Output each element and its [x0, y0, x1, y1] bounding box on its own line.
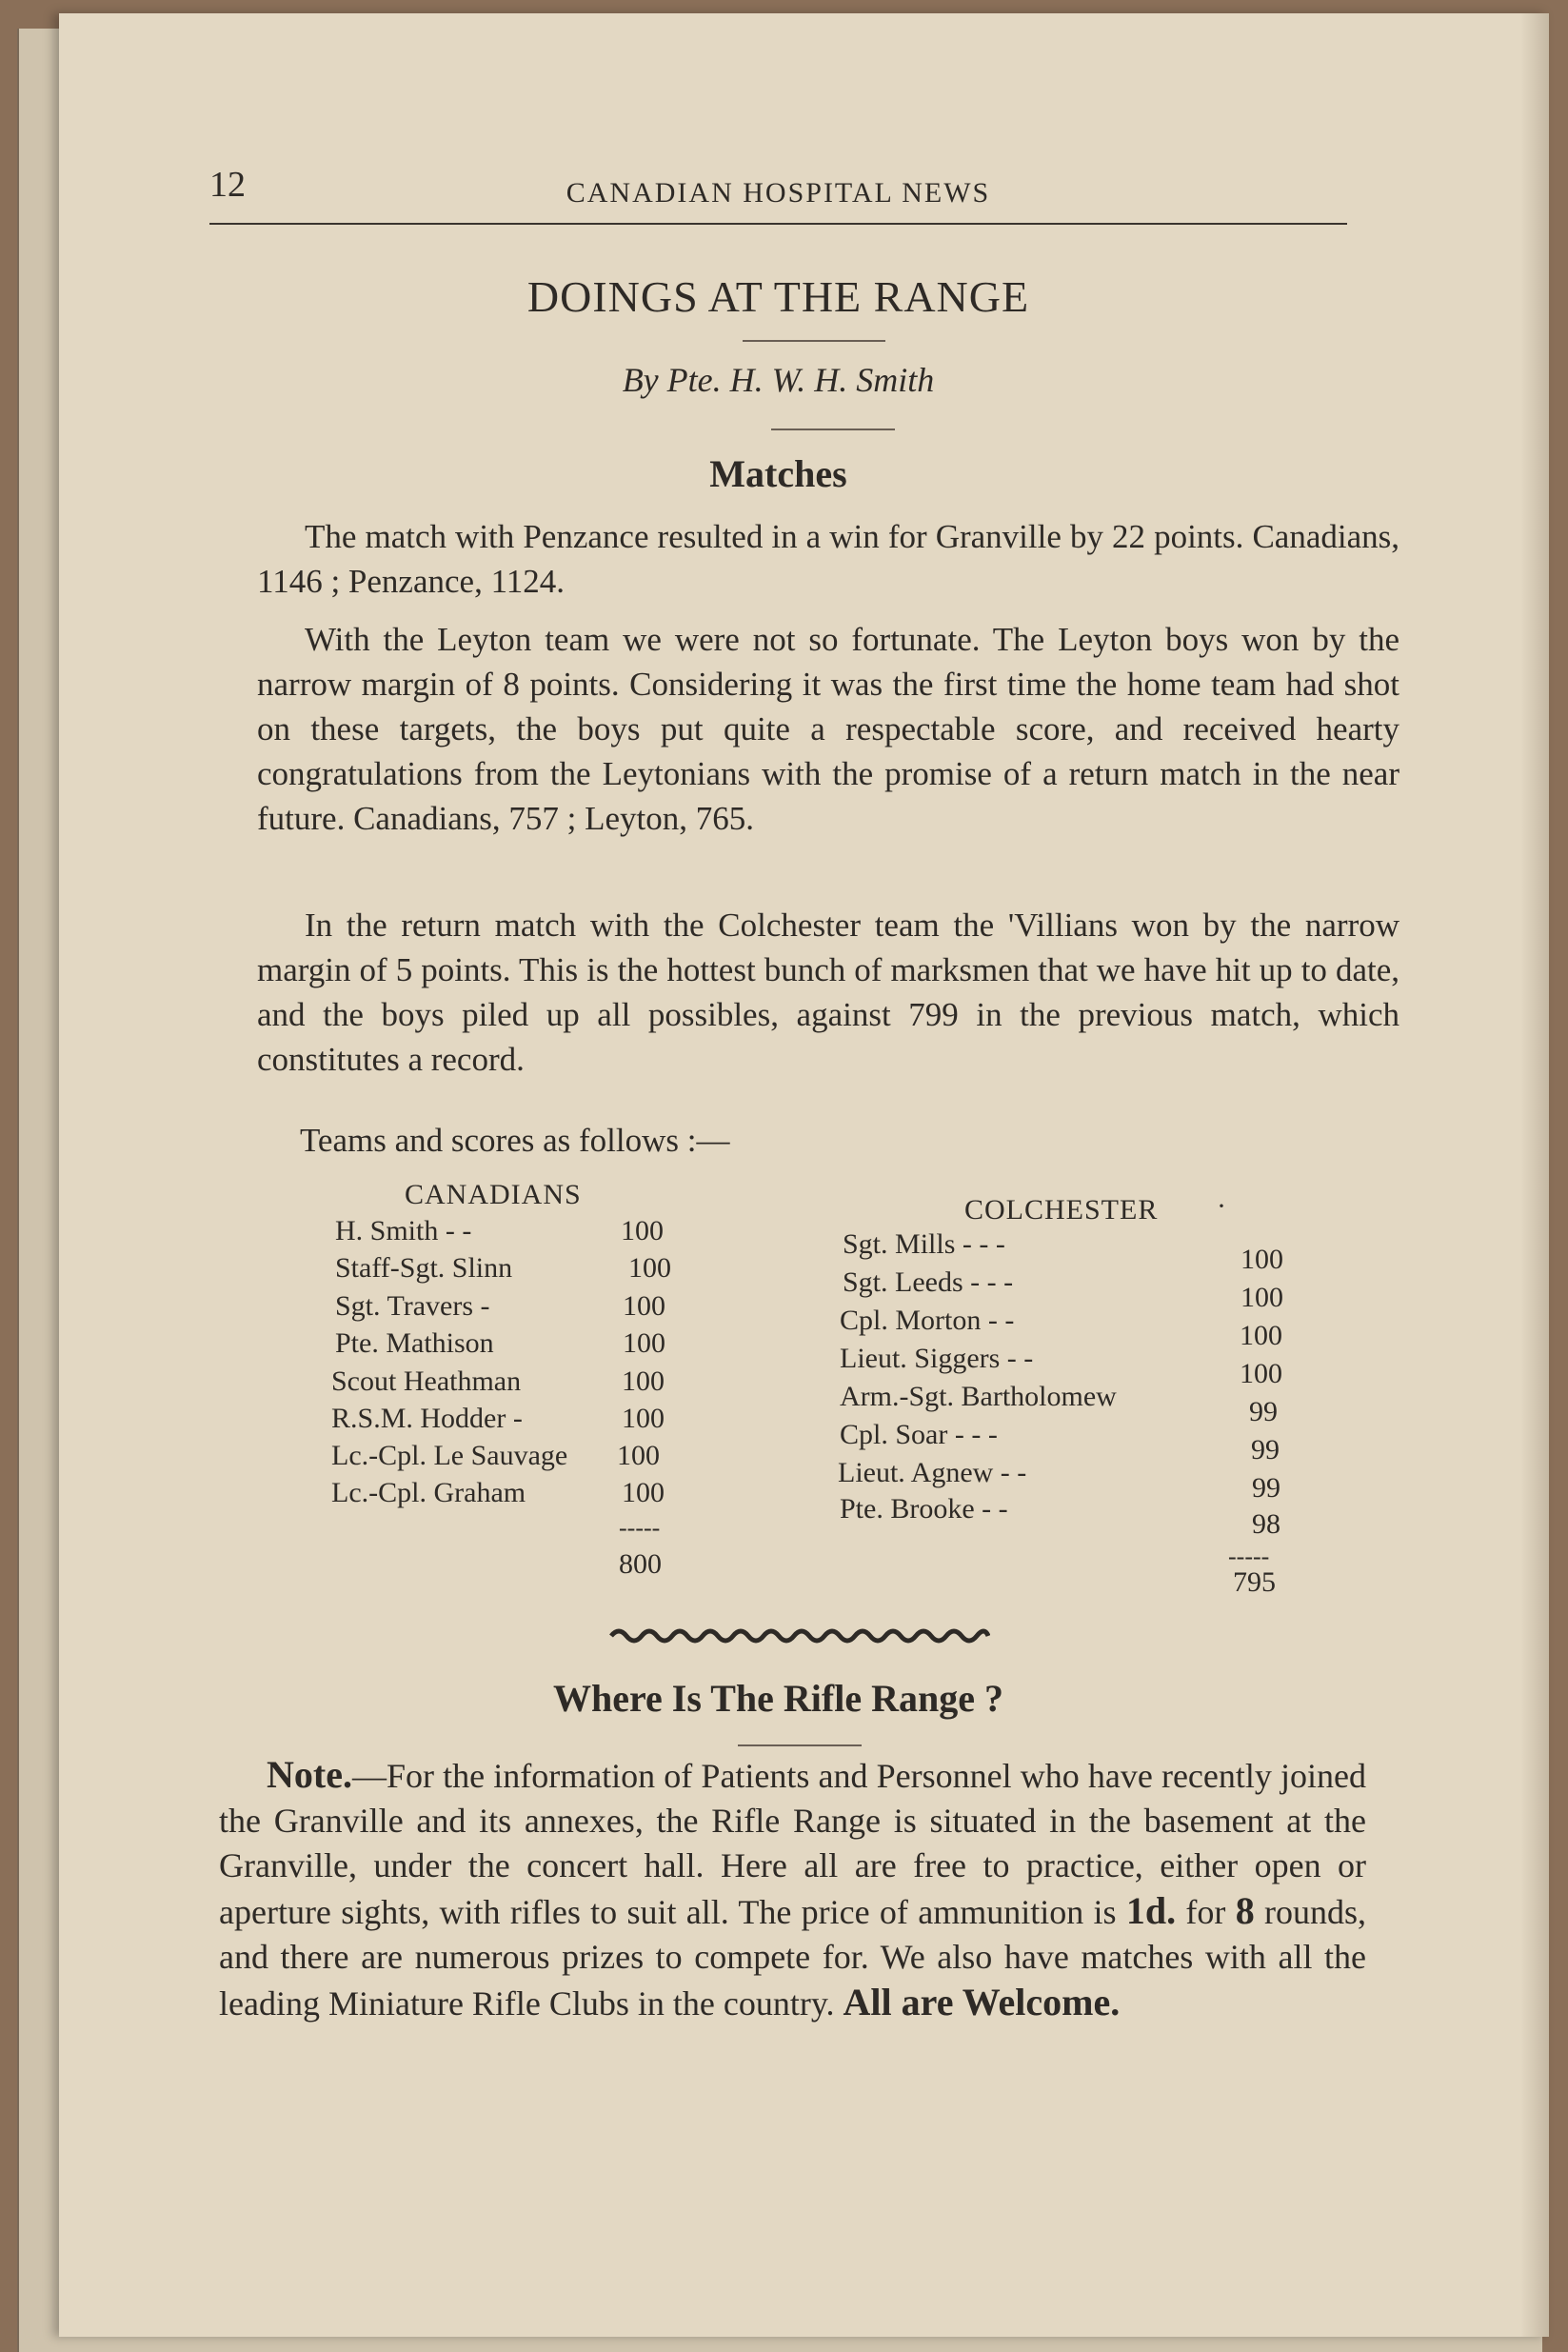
table-row [335, 1252, 687, 1288]
table-row [840, 1343, 1297, 1389]
player-score: 100 [623, 1290, 665, 1322]
player-name: Lieut. Agnew - - [838, 1457, 1027, 1488]
section-rule [738, 1744, 862, 1746]
player-name: Cpl. Soar - - - [840, 1419, 998, 1450]
player-name: Sgt. Leeds - - - [843, 1266, 1014, 1298]
player-score: 100 [1240, 1358, 1282, 1389]
player-name: Pte. Mathison [335, 1327, 494, 1359]
player-name: Scout Heathman [331, 1365, 522, 1397]
page-number: 12 [209, 165, 246, 205]
player-name: Sgt. Travers - [335, 1290, 490, 1322]
player-name: Cpl. Morton - - [840, 1305, 1015, 1336]
table-row [840, 1305, 1297, 1351]
player-score: 100 [617, 1440, 660, 1471]
section-heading-rifle-range: Where Is The Rifle Range ? [553, 1677, 1003, 1720]
page-shadow [1520, 13, 1549, 2337]
table-row [335, 1327, 687, 1364]
sum-dashes: ----- [619, 1514, 661, 1542]
article-byline: By Pte. H. W. H. Smith [622, 361, 935, 399]
decorative-squiggle-divider [609, 1624, 990, 1647]
table-row [331, 1440, 684, 1476]
table-row [331, 1365, 684, 1402]
player-score: 99 [1252, 1472, 1280, 1504]
paragraph-colchester: In the return match with the Colchester team the 'Villians won by the narrow margin of 5 points. This is the hottest bunch of marksmen that we have hit up to date, and the boys piled up all possibles, against 799 in the previous match, which constitutes a record. [257, 907, 1399, 1078]
table-row [843, 1266, 1300, 1313]
player-score: 100 [622, 1477, 665, 1508]
player-score: 100 [1241, 1282, 1283, 1313]
player-score: 100 [1241, 1244, 1283, 1275]
table-row [331, 1403, 684, 1439]
player-name: Lc.-Cpl. Le Sauvage [331, 1440, 568, 1471]
table-row [335, 1290, 687, 1326]
player-name: Staff-Sgt. Slinn [335, 1252, 513, 1284]
title-rule [743, 340, 885, 342]
article-title: DOINGS AT THE RANGE [526, 272, 1030, 321]
player-score: 99 [1251, 1434, 1280, 1465]
paragraph-penzance: The match with Penzance resulted in a win for Granville by 22 points. Canadians, 1146 ; Penzance, 1124. [257, 518, 1399, 600]
colchester-heading: COLCHESTER [964, 1194, 1159, 1226]
closing-welcome: All are Welcome. [843, 1981, 1121, 2023]
note-paragraph [219, 1752, 1366, 2026]
player-score: 99 [1249, 1396, 1278, 1427]
canadians-heading: CANADIANS [405, 1179, 582, 1210]
running-title: CANADIAN HOSPITAL NEWS [566, 177, 991, 209]
table-row [840, 1381, 1297, 1427]
byline-rule [771, 429, 895, 430]
header-rule [209, 223, 1347, 225]
note-label: Note. [267, 1753, 352, 1796]
player-score: 100 [622, 1365, 665, 1397]
player-name: Arm.-Sgt. Bartholomew [840, 1381, 1117, 1412]
section-heading-matches: Matches [709, 452, 847, 495]
table-row [838, 1457, 1295, 1504]
player-name: Lc.-Cpl. Graham [331, 1477, 526, 1508]
player-score: 100 [623, 1327, 665, 1359]
player-name: R.S.M. Hodder - [331, 1403, 523, 1434]
player-score: 100 [1240, 1320, 1282, 1351]
paragraph-leyton: With the Leyton team we were not so fortunate. The Leyton boys won by the narrow margin of 8 points. Considering it was the first time the home team had shot on these targets, the boys put quite a respectable score, and received hearty congratulations from the Leytonians with the promise of a return match in the near future. Canadians, 757 ; Leyton, 765. [257, 621, 1399, 837]
table-row [840, 1419, 1297, 1465]
table-row [335, 1215, 687, 1251]
table-row [840, 1493, 1297, 1540]
player-score: 98 [1252, 1508, 1280, 1540]
colchester-heading-dot: · [1217, 1190, 1227, 1222]
sum-dashes: ----- [1228, 1543, 1270, 1570]
player-name: H. Smith - - [335, 1215, 472, 1246]
player-name: Sgt. Mills - - - [843, 1228, 1005, 1260]
scores-intro: Teams and scores as follows :— [300, 1122, 730, 1159]
player-name: Pte. Brooke - - [840, 1493, 1008, 1525]
note-text-2: for [1176, 1893, 1236, 1931]
ammunition-price: 1d. [1125, 1889, 1177, 1932]
note-text-3: rounds, and there are numerous prizes to compete for. We also have matches with all the leading Miniature Rifle Clubs in the country. [219, 1893, 1366, 2023]
page-header [209, 164, 1347, 240]
table-row [843, 1228, 1300, 1275]
rounds-count: 8 [1235, 1889, 1255, 1932]
player-score: 100 [621, 1215, 664, 1246]
table-row [331, 1477, 684, 1513]
colchester-total: 795 [1233, 1566, 1276, 1598]
canadians-total: 800 [619, 1548, 662, 1580]
player-score: 100 [622, 1403, 665, 1434]
note-text: —For the information of Patients and Personnel who have recently joined the Granville and its annexes, the Rifle Range is situated in the basement at the Granville, under the concert hall. Here all are free to practice, either open or aperture sights, with rifles to suit all. The price of ammunition is [219, 1757, 1366, 1931]
player-name: Lieut. Siggers - - [840, 1343, 1034, 1374]
player-score: 100 [628, 1252, 671, 1284]
